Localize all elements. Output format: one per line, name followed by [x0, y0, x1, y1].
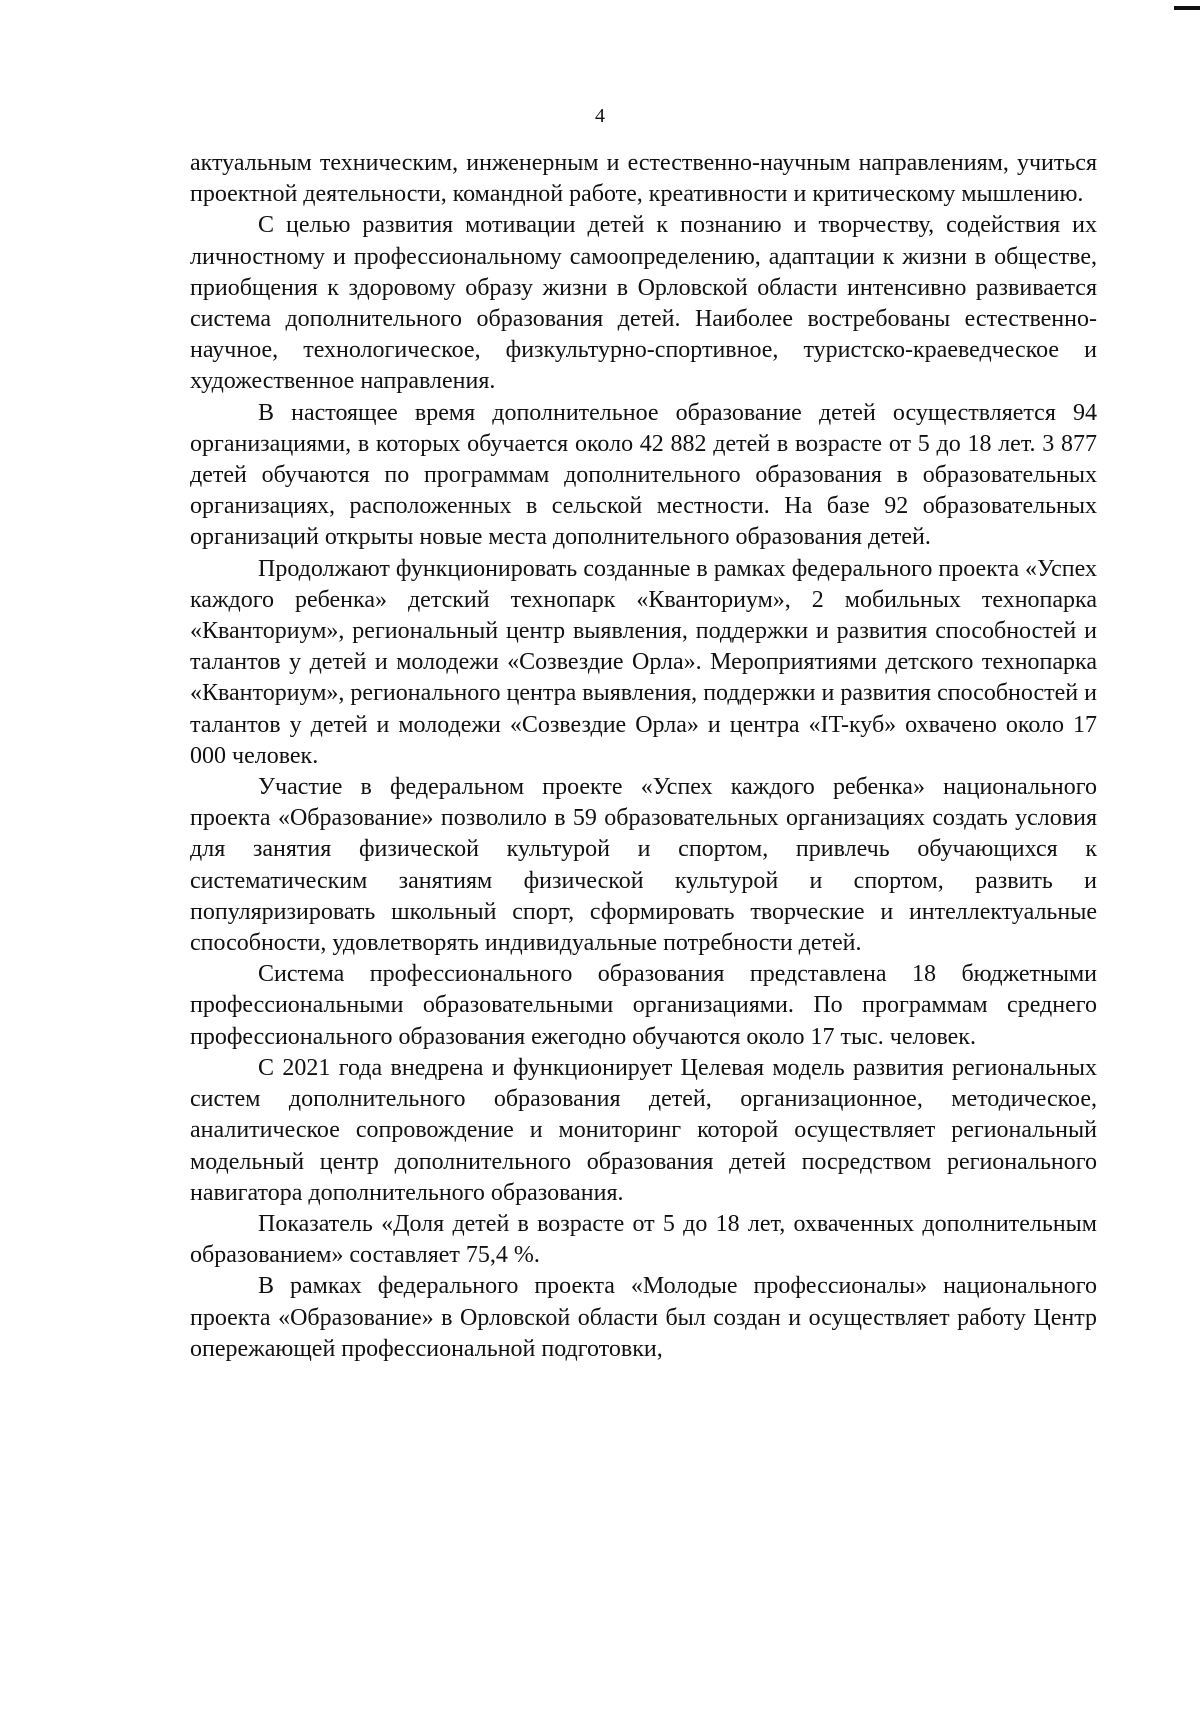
- paragraph-organizations: В настоящее время дополнительное образование детей осуществляется 94 организациями, в которых обучается около 42 882 детей в возрасте от 5 до 18 лет. 3 877 детей обучаются по программам дополнительного образования в образовательных организациях, расположенных в сельской местности. На базе 92 образовательных организаций открыты новые места дополнительного образования детей.: [190, 399, 1097, 551]
- paragraph-target-model: С 2021 года внедрена и функционирует Целевая модель развития региональных систем дополнительного образования детей, организационное, методическое, аналитическое сопровождение и мониторинг которой осуществляет региональный модельный центр дополнительного образования детей посредством регионального навигатора дополнительного образования.: [190, 1054, 1097, 1206]
- paragraph-motivation: С целью развития мотивации детей к познанию и творчеству, содействия их личностному и профессиональному самоопределению, адаптации к жизни в обществе, приобщения к здоровому образу жизни в Орловской области интенсивно развивается система дополнительного образования детей. Наиболее востребованы естественно-научное, технологическое, физкультурно-спортивное, туристско-краеведческое и художественное направления.: [190, 212, 1097, 395]
- paragraph-young-professionals: В рамках федерального проекта «Молодые профессионалы» национального проекта «Образование» в Орловской области был создан и осуществляет работу Центр опережающей профессиональной подготовки,: [190, 1273, 1097, 1362]
- paragraph-indicator: Показатель «Доля детей в возрасте от 5 до 18 лет, охваченных дополнительным образованием» составляет 75,4 %.: [190, 1210, 1097, 1269]
- paragraph-professional-education: Система профессионального образования представлена 18 бюджетными профессиональными образовательными организациями. По программам среднего профессионального образования ежегодно обучаются около 17 тыс. человек.: [190, 961, 1097, 1050]
- paragraph-federal-project: Участие в федеральном проекте «Успех каждого ребенка» национального проекта «Образование» позволило в 59 образовательных организациях создать условия для занятия физической культурой и спортом, привлечь обучающихся к систематическим занятиям физической культурой и спортом, развить и популяризировать школьный спорт, сформировать творческие и интеллектуальные способности, удовлетворять индивидуальные потребности детей.: [190, 774, 1097, 957]
- paragraph-continuation: актуальным техническим, инженерным и естественно-научным направлениям, учиться проектной деятельности, командной работе, креативности и критическому мышлению.: [190, 150, 1097, 208]
- scan-edge-mark: [1174, 6, 1200, 10]
- document-body: [190, 148, 1097, 1365]
- paragraph-technopark: Продолжают функционировать созданные в рамках федерального проекта «Успех каждого ребенка» детский технопарк «Кванториум», 2 мобильных технопарка «Кванториум», региональный центр выявления, поддержки и развития способностей и талантов у детей и молодежи «Созвездие Орла». Мероприятиями детского технопарка «Кванториум», регионального центра выявления, поддержки и развития способностей и талантов у детей и молодежи «Созвездие Орла» и центра «IT-куб» охвачено около 17 000 человек.: [190, 555, 1097, 769]
- page-number: 4: [595, 105, 605, 127]
